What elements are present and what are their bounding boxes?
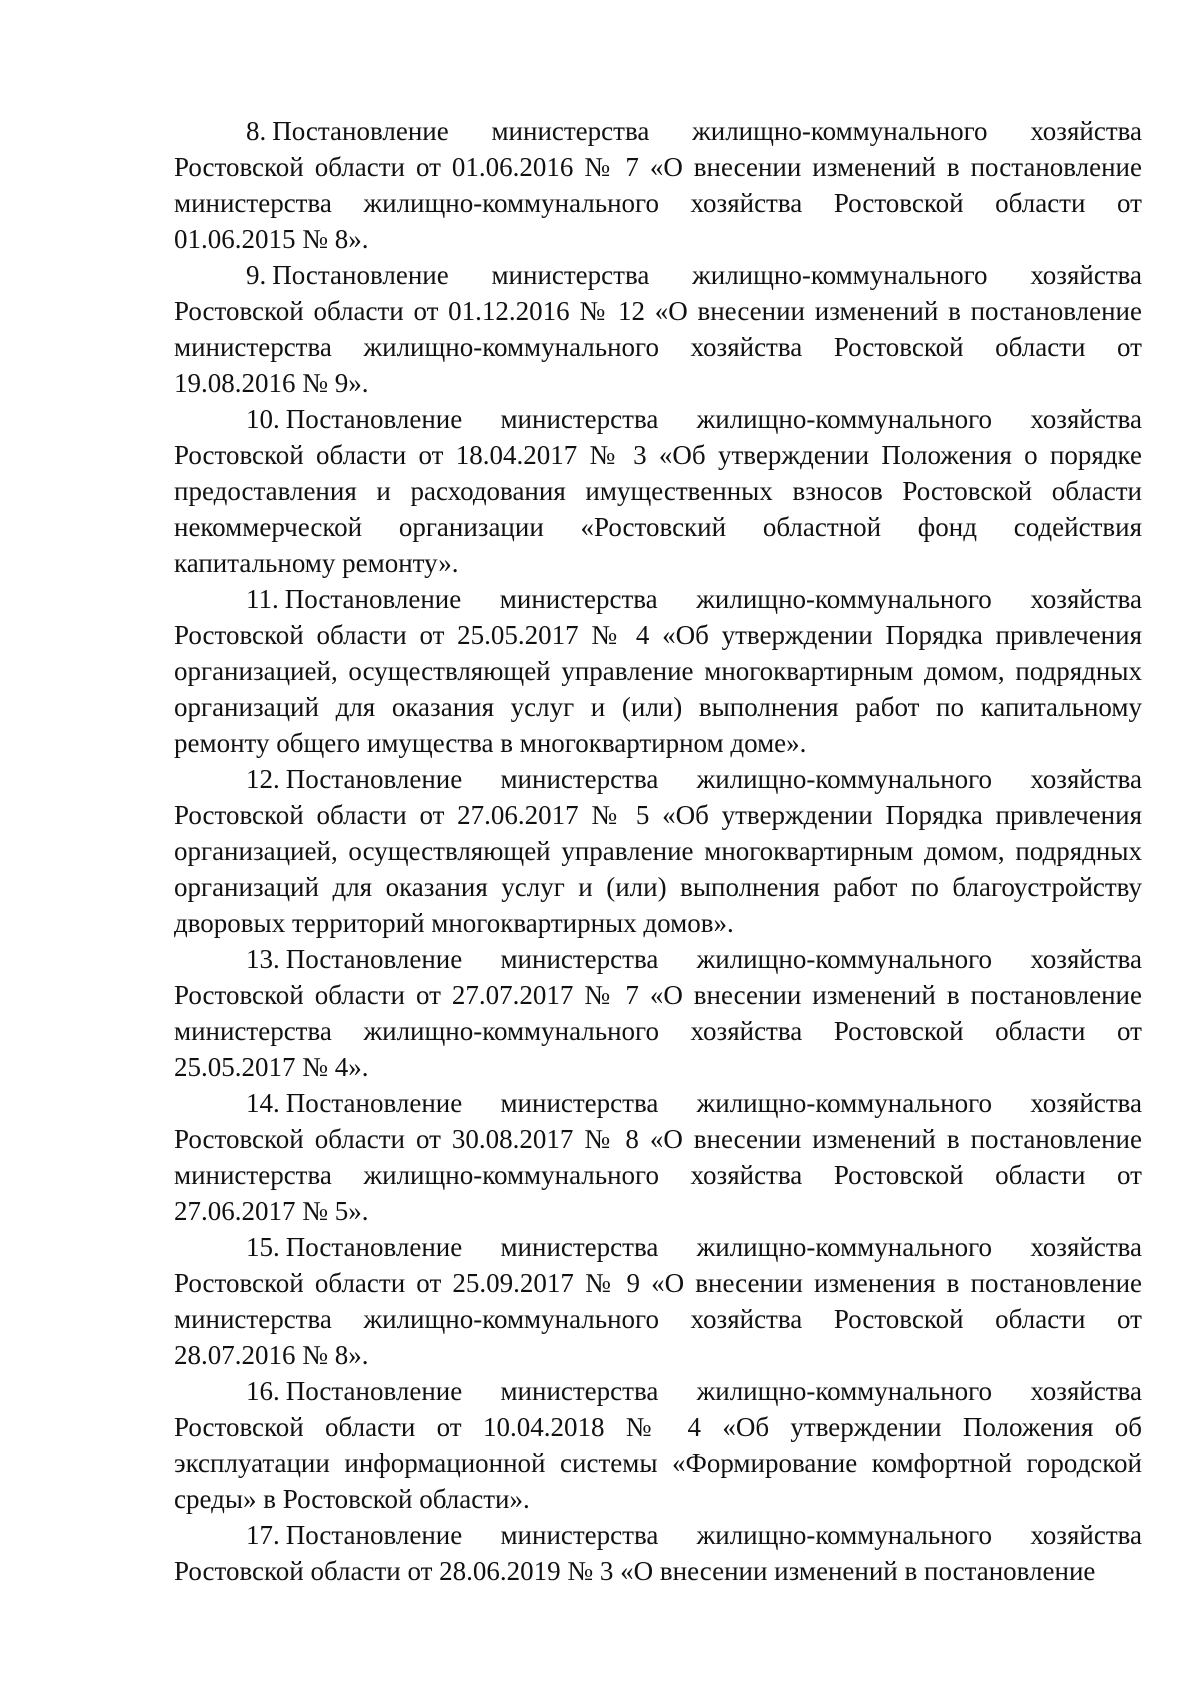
item-text: Постановление министерства жилищно-коммунального хозяйства Ростовской области от 25.05.2017 № 4 «Об утверждении Порядка привлечения организацией, осуществляющей управление многоквартирным домом, подрядных организаций для оказания услуг и (или) выполнения работ по капитальному ремонту общего имущества в многоквартирном доме». (174, 584, 1142, 758)
item-number: 15. (246, 1232, 280, 1262)
item-number: 12. (246, 764, 280, 794)
item-text: Постановление министерства жилищно-коммунального хозяйства Ростовской области от 01.12.2016 № 12 «О внесении изменений в постановление министерства жилищно-коммунального хозяйства Ростовской области от 19.08.2016 № 9». (174, 260, 1142, 398)
item-number: 8. (246, 116, 267, 146)
list-item-13 (174, 941, 1142, 1085)
item-text: Постановление министерства жилищно-коммунального хозяйства Ростовской области от 18.04.2017 № 3 «Об утверждении Положения о порядке предоставления и расходования имущественных взносов Ростовской области некоммерческой организации «Ростовский областной фонд содействия капитальному ремонту». (174, 404, 1142, 578)
list-item-17 (174, 1517, 1142, 1589)
item-number: 11. (246, 584, 279, 614)
item-number: 10. (246, 404, 280, 434)
list-item-9 (174, 257, 1142, 401)
list-item-12 (174, 761, 1142, 941)
item-text: Постановление министерства жилищно-коммунального хозяйства Ростовской области от 25.09.2017 № 9 «О внесении изменения в постановление министерства жилищно-коммунального хозяйства Ростовской области от 28.07.2016 № 8». (174, 1232, 1142, 1370)
item-number: 14. (246, 1088, 280, 1118)
item-text: Постановление министерства жилищно-коммунального хозяйства Ростовской области от 28.06.2019 № 3 «О внесении изменений в постановление (174, 1520, 1142, 1586)
item-number: 16. (246, 1376, 280, 1406)
list-item-15 (174, 1229, 1142, 1373)
item-text: Постановление министерства жилищно-коммунального хозяйства Ростовской области от 27.06.2017 № 5 «Об утверждении Порядка привлечения организацией, осуществляющей управление многоквартирным домом, подрядных организаций для оказания услуг и (или) выполнения работ по благоустройству дворовых территорий многоквартирных домов». (174, 764, 1142, 938)
list-item-16 (174, 1373, 1142, 1517)
list-item-11 (174, 581, 1142, 761)
item-text: Постановление министерства жилищно-коммунального хозяйства Ростовской области от 01.06.2016 № 7 «О внесении изменений в постановление министерства жилищно-коммунального хозяйства Ростовской области от 01.06.2015 № 8». (174, 116, 1142, 254)
document-body (174, 113, 1142, 1589)
list-item-8 (174, 113, 1142, 257)
item-text: Постановление министерства жилищно-коммунального хозяйства Ростовской области от 10.04.2018 № 4 «Об утверждении Положения об эксплуатации информационной системы «Формирование комфортной городской среды» в Ростовской области». (174, 1376, 1142, 1514)
item-number: 13. (246, 944, 280, 974)
list-item-14 (174, 1085, 1142, 1229)
item-number: 9. (246, 260, 267, 290)
list-item-10 (174, 401, 1142, 581)
item-number: 17. (246, 1520, 280, 1550)
item-text: Постановление министерства жилищно-коммунального хозяйства Ростовской области от 30.08.2017 № 8 «О внесении изменений в постановление министерства жилищно-коммунального хозяйства Ростовской области от 27.06.2017 № 5». (174, 1088, 1142, 1226)
item-text: Постановление министерства жилищно-коммунального хозяйства Ростовской области от 27.07.2017 № 7 «О внесении изменений в постановление министерства жилищно-коммунального хозяйства Ростовской области от 25.05.2017 № 4». (174, 944, 1142, 1082)
